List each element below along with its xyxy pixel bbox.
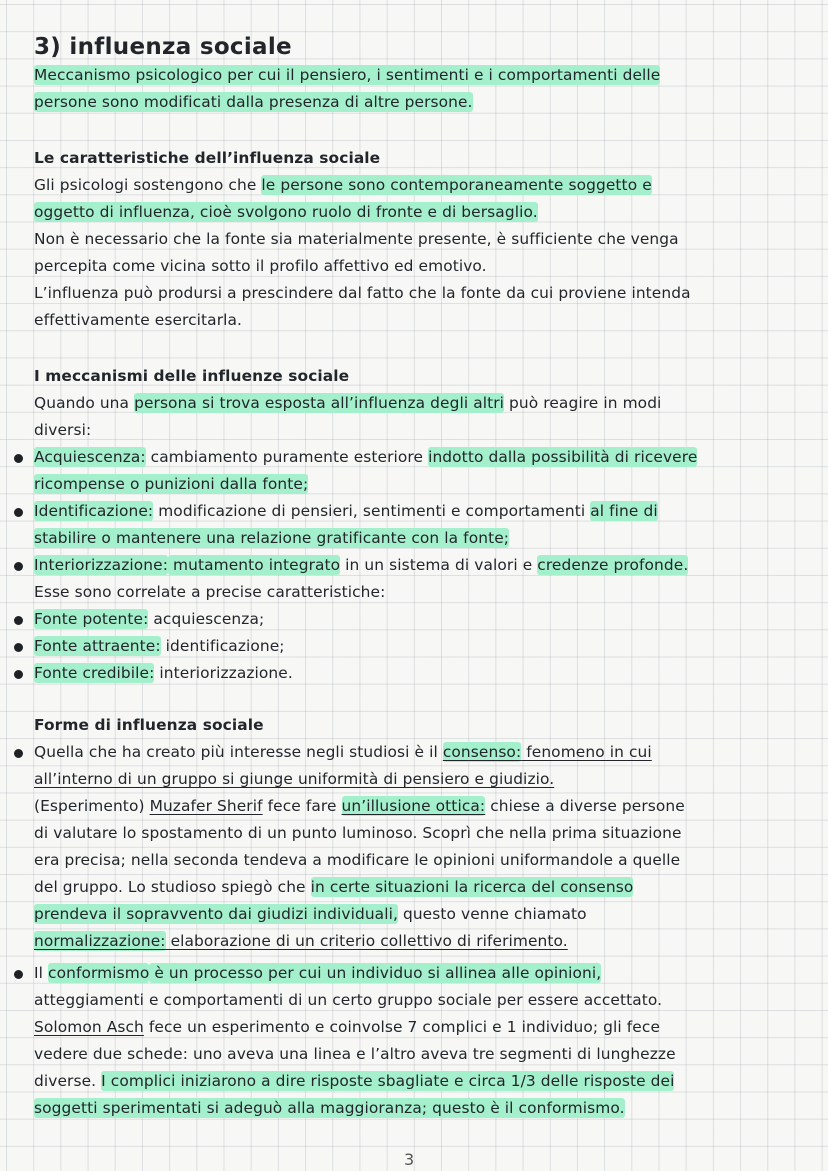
text: questo venne chiamato bbox=[397, 905, 587, 923]
term-highlight: conformismo bbox=[48, 964, 150, 982]
highlight: è un processo per cui un individuo si allinea alle opinioni, bbox=[149, 964, 602, 982]
section-heading-caratteristiche: Le caratteristiche dell’influenza sociale bbox=[34, 149, 381, 167]
text-line bbox=[34, 525, 798, 552]
bullet-dot-icon bbox=[14, 749, 23, 758]
text: Quando una bbox=[34, 394, 135, 412]
bullet-item-identificazione bbox=[34, 498, 798, 525]
underlined-text: fenomeno in cui bbox=[521, 743, 652, 761]
section-heading-meccanismi: I meccanismi delle influenze sociale bbox=[34, 367, 350, 385]
text: in un sistema di valori e bbox=[340, 556, 538, 574]
bullet-item-fonte-credibile bbox=[34, 660, 798, 687]
bullet-item-fonte-potente bbox=[34, 606, 798, 633]
term-highlight: Interiorizzazione: bbox=[34, 556, 168, 574]
text-line bbox=[34, 390, 798, 417]
term-highlight: Fonte attraente: bbox=[34, 637, 161, 655]
text: Gli psicologi sostengono che bbox=[34, 176, 262, 194]
highlight: persona si trova esposta all’influenza degli altri bbox=[134, 394, 505, 412]
text-line bbox=[34, 199, 798, 226]
text-line: L’influenza può prodursi a prescindere dal fatto che la fonte da cui proviene intenda bbox=[34, 284, 691, 302]
text-line bbox=[34, 172, 798, 199]
highlight: ricompense o punizioni dalla fonte; bbox=[34, 475, 309, 493]
underlined-text: all’interno di un gruppo si giunge uniformità di pensiero e giudizio. bbox=[34, 770, 555, 788]
highlight: persone sono modificati dalla presenza di altre persone. bbox=[34, 93, 473, 111]
highlight: mutamento integrato bbox=[168, 556, 341, 574]
term-highlight: normalizzazione: bbox=[34, 932, 166, 950]
text: (Esperimento) bbox=[34, 797, 150, 815]
underlined-name: Muzafer Sherif bbox=[149, 797, 263, 815]
text-line bbox=[34, 928, 798, 955]
text: cambiamento puramente esteriore bbox=[145, 448, 429, 466]
highlight: Meccanismo psicologico per cui il pensiero, i sentimenti e i comportamenti delle bbox=[34, 66, 661, 84]
text-line: effettivamente esercitarla. bbox=[34, 311, 243, 329]
text-line bbox=[34, 793, 798, 820]
text-line: era precisa; nella seconda tendeva a modificare le opinioni uniformandole a quelle bbox=[34, 851, 681, 869]
text: diverse. bbox=[34, 1072, 102, 1090]
text-line: diversi: bbox=[34, 421, 92, 439]
highlight: le persone sono contemporaneamente soggetto e bbox=[261, 176, 652, 194]
underlined-name: Solomon Asch bbox=[34, 1018, 144, 1036]
bullet-dot-icon bbox=[14, 616, 23, 625]
text: modificazione di pensieri, sentimenti e comportamenti bbox=[153, 502, 591, 520]
bullet-dot-icon bbox=[14, 562, 23, 571]
bullet-dot-icon bbox=[14, 508, 23, 517]
text-line bbox=[34, 766, 798, 793]
highlight: oggetto di influenza, cioè svolgono ruolo di fronte e di bersaglio. bbox=[34, 203, 538, 221]
text-line bbox=[34, 1014, 798, 1041]
highlight: I complici iniziarono a dire risposte sbagliate e circa 1/3 delle risposte dei bbox=[101, 1072, 675, 1090]
highlight: prendeva il sopravvento dai giudizi individuali, bbox=[34, 905, 398, 923]
term-highlight: Acquiescenza: bbox=[34, 448, 146, 466]
page-title: 3) influenza sociale bbox=[34, 34, 292, 60]
highlight: stabilire o mantenere una relazione gratificante con la fonte; bbox=[34, 529, 510, 547]
bullet-item-consenso bbox=[34, 739, 798, 766]
bullet-dot-icon bbox=[14, 670, 23, 679]
text: può reagire in modi bbox=[504, 394, 662, 412]
text-line: vedere due schede: uno aveva una linea e l’altro aveva tre segmenti di lunghezze bbox=[34, 1045, 676, 1063]
bullet-dot-icon bbox=[14, 454, 23, 463]
text-line: Esse sono correlate a precise caratteristiche: bbox=[34, 583, 386, 601]
text-line: percepita come vicina sotto il profilo affettivo ed emotivo. bbox=[34, 257, 487, 275]
text-line: atteggiamenti e comportamenti di un certo gruppo sociale per essere accettato. bbox=[34, 991, 663, 1009]
highlight: al fine di bbox=[590, 502, 658, 520]
text-line: Non è necessario che la fonte sia materialmente presente, è sufficiente che venga bbox=[34, 230, 679, 248]
bullet-item-acquiescenza bbox=[34, 444, 798, 471]
underlined-text: elaborazione di un criterio collettivo di riferimento. bbox=[165, 932, 568, 950]
bullet-dot-icon bbox=[14, 970, 23, 979]
term-highlight: Identificazione: bbox=[34, 502, 154, 520]
page-number: 3 bbox=[404, 1150, 415, 1169]
text: fece fare bbox=[262, 797, 342, 815]
text: del gruppo. Lo studioso spiegò che bbox=[34, 878, 311, 896]
text-line bbox=[34, 874, 798, 901]
text: identificazione; bbox=[160, 637, 285, 655]
text: Quella che ha creato più interesse negli studiosi è il bbox=[34, 743, 443, 761]
text-line bbox=[34, 901, 798, 928]
bullet-dot-icon bbox=[14, 643, 23, 652]
text-line: di valutare lo spostamento di un punto luminoso. Scoprì che nella prima situazione bbox=[34, 824, 682, 842]
text-line bbox=[34, 471, 798, 498]
text: Il bbox=[34, 964, 49, 982]
text-line bbox=[34, 1068, 798, 1095]
intro-line-1 bbox=[34, 62, 798, 89]
text-line bbox=[34, 1095, 798, 1122]
intro-line-2 bbox=[34, 89, 798, 116]
bullet-item-conformismo bbox=[34, 960, 798, 987]
term-highlight: Fonte credibile: bbox=[34, 664, 155, 682]
term-highlight: consenso: bbox=[442, 743, 522, 761]
bullet-item-fonte-attraente bbox=[34, 633, 798, 660]
text: chiese a diverse persone bbox=[485, 797, 685, 815]
bullet-item-interiorizzazione bbox=[34, 552, 798, 579]
highlight: indotto dalla possibilità di ricevere bbox=[428, 448, 698, 466]
text: acquiescenza; bbox=[148, 610, 265, 628]
highlight: soggetti sperimentati si adeguò alla maggioranza; questo è il conformismo. bbox=[34, 1099, 625, 1117]
text: fece un esperimento e coinvolse 7 complici e 1 individuo; gli fece bbox=[143, 1018, 661, 1036]
section-heading-forme: Forme di influenza sociale bbox=[34, 716, 264, 734]
highlight: un’illusione ottica: bbox=[341, 797, 486, 815]
text: interiorizzazione. bbox=[154, 664, 293, 682]
highlight: in certe situazioni la ricerca del consenso bbox=[310, 878, 634, 896]
term-highlight: Fonte potente: bbox=[34, 610, 149, 628]
highlight: credenze profonde. bbox=[537, 556, 689, 574]
